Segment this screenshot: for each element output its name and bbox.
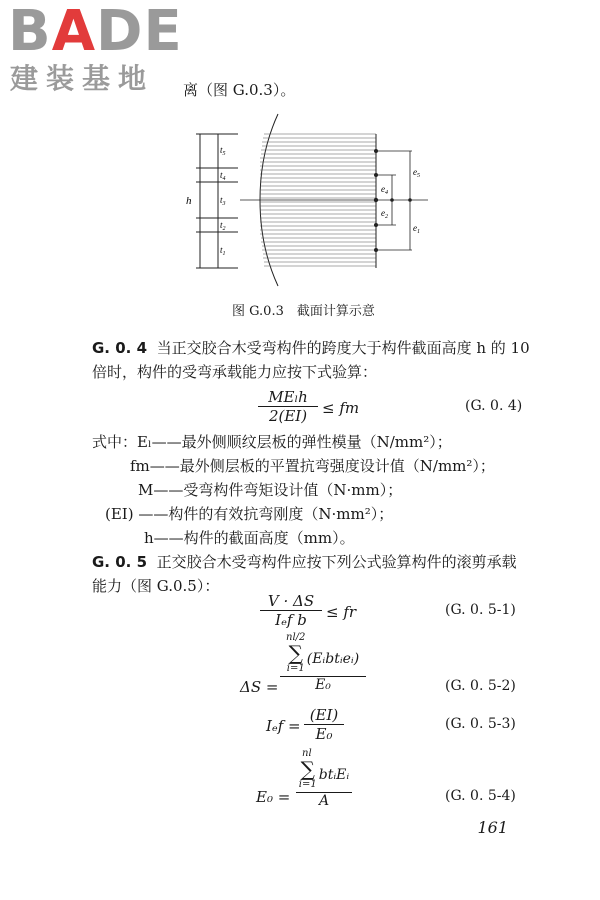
eq-g051-label: (G. 0. 5-1)	[445, 602, 516, 618]
eq-g054-lhs: E₀ =	[256, 788, 291, 806]
g04-text2: 倍时，构件的受弯承载能力应按下式验算：	[92, 363, 378, 381]
where-line-5: h——构件的截面高度（mm）。	[144, 529, 355, 547]
g04-text1: 当正交胶合木受弯构件的跨度大于构件截面高度 h 的 10	[156, 339, 530, 357]
eq-g052-denominator: E₀	[315, 677, 331, 693]
g05-text1: 正交胶合木受弯构件应按下列公式验算构件的滚剪承载	[156, 553, 517, 571]
g04-line1	[92, 338, 530, 358]
intro-text-tail: 离（图 G.0.3）。	[183, 81, 296, 99]
eq-g053-denominator: E₀	[315, 725, 333, 743]
eq-g052-fraction	[280, 632, 366, 693]
eq-g053-label: (G. 0. 5-3)	[445, 716, 516, 732]
eq-g04-label: (G. 0. 4)	[465, 398, 523, 414]
eq-g051-rhs: ≤ fr	[326, 603, 357, 621]
label-h: h	[186, 195, 192, 207]
eq-g04-fraction	[258, 388, 318, 425]
where-line-4: (EI) ——构件的有效抗弯刚度（N·mm²）；	[105, 505, 394, 523]
g05-line1	[92, 552, 517, 572]
eq-g053-lhs: Iₑf =	[266, 717, 301, 735]
g05-heading: G. 0. 5	[92, 553, 148, 571]
eq-g053-fraction	[304, 706, 344, 743]
eq-g051-denominator: Iₑf b	[275, 611, 307, 629]
eq-g054-term: btᵢEᵢ	[318, 766, 350, 783]
where-line-1: 式中：Eₗ——最外侧顺纹层板的弹性模量（N/mm²）；	[92, 433, 452, 451]
section-diagram	[180, 110, 440, 290]
label-e2: $e_2$	[381, 208, 388, 220]
label-t1: $t_1$	[220, 245, 226, 257]
label-e1: $e_1$	[413, 223, 420, 235]
where-line-2: fm——最外侧层板的平置抗弯强度设计值（N/mm²）；	[130, 457, 495, 475]
figure-caption: 图 G.0.3 截面计算示意	[232, 304, 375, 319]
eq-g052-label: (G. 0. 5-2)	[445, 678, 516, 694]
logo-subtitle: 建装基地	[10, 62, 155, 95]
label-e4: $e_4$	[381, 184, 388, 196]
where-line-3: M——受弯构件弯矩设计值（N·mm）；	[138, 481, 403, 499]
eq-g053-numerator: (EI)	[304, 706, 344, 725]
label-e5: $e_5$	[413, 167, 420, 179]
eq-g052-term: (Eᵢbtᵢeᵢ)	[306, 650, 360, 667]
eq-g052-lhs: ΔS =	[240, 678, 279, 696]
eq-g04-rhs: ≤ fm	[322, 399, 360, 417]
eq-g054-sum-top: nl	[302, 748, 312, 759]
eq-g054-sigma: ∑	[300, 757, 315, 781]
label-t2: $t_2$	[220, 220, 226, 232]
logo-wordmark: BADE	[8, 0, 183, 64]
eq-g051-fraction	[260, 592, 322, 629]
label-t4: $t_4$	[220, 170, 226, 182]
label-t5: $t_5$	[220, 145, 226, 157]
eq-g054-denominator: A	[318, 793, 330, 809]
page-number: 161	[477, 818, 508, 837]
eq-g04-denominator: 2(EI)	[268, 407, 308, 425]
eq-g052-sum-top: nl/2	[286, 632, 306, 643]
eq-g052-sum-bot: i=1	[286, 663, 305, 674]
eq-g054-fraction	[296, 748, 352, 809]
label-t3: $t_3$	[220, 195, 226, 207]
eq-g04-numerator: MEₗh	[258, 388, 318, 407]
bade-logo	[6, 2, 181, 102]
eq-g051-numerator: V · ΔS	[260, 592, 322, 611]
g04-heading: G. 0. 4	[92, 339, 148, 357]
g05-text2: 能力（图 G.0.5）：	[92, 577, 220, 595]
eq-g052-sigma: ∑	[288, 641, 303, 665]
eq-g054-label: (G. 0. 5-4)	[445, 788, 516, 804]
eq-g054-sum-bot: i=1	[298, 779, 317, 790]
